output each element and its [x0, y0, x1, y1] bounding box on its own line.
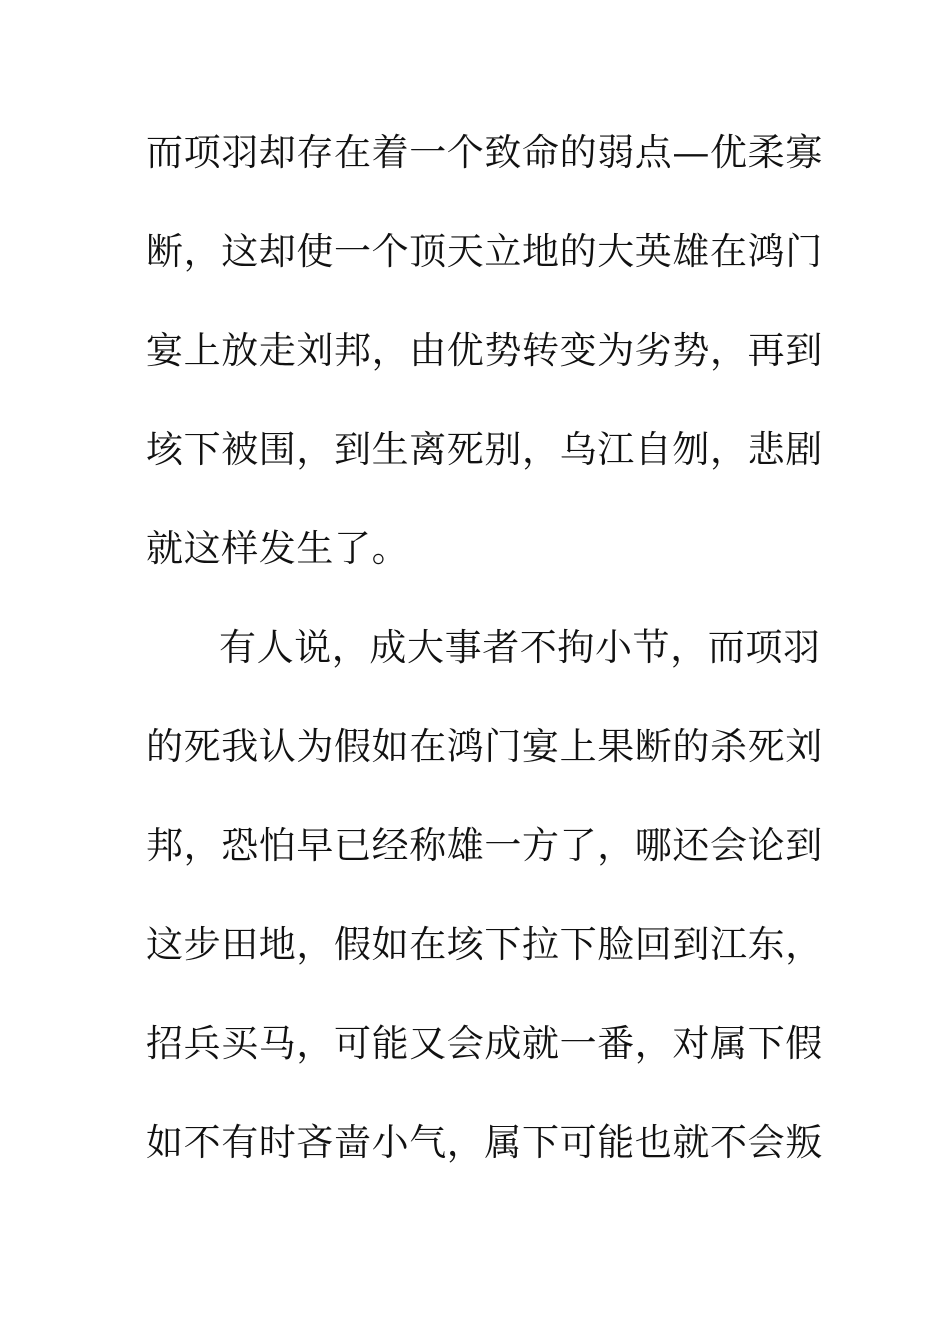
paragraph-first-line: 有人说，成大事者不拘小节，而项羽 — [219, 626, 821, 669]
text-line: 这步田地，假如在垓下拉下脸回到江东， — [146, 923, 823, 966]
text-line: 断，这却使一个顶天立地的大英雄在鸿门 — [146, 230, 823, 273]
text-line: 而项羽却存在着一个致命的弱点—优柔寡 — [146, 131, 823, 174]
body-text — [146, 123, 823, 1212]
text-line: 就这样发生了。 — [146, 527, 410, 570]
text-line: 如不有时吝啬小气，属下可能也就不会叛 — [146, 1121, 823, 1164]
text-line: 邦，恐怕早已经称雄一方了，哪还会论到 — [146, 824, 823, 867]
text-line: 的死我认为假如在鸿门宴上果断的杀死刘 — [146, 725, 823, 768]
text-line: 垓下被围，到生离死别，乌江自刎，悲剧 — [146, 428, 823, 471]
text-line: 宴上放走刘邦，由优势转变为劣势，再到 — [146, 329, 823, 372]
text-line: 招兵买马，可能又会成就一番，对属下假 — [146, 1022, 823, 1065]
